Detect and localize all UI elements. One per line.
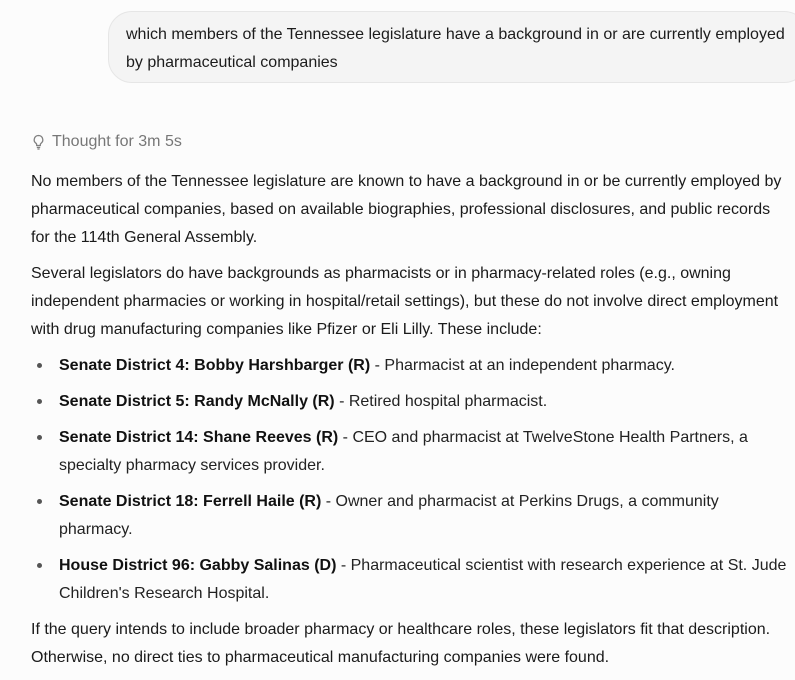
list-item bbox=[31, 488, 791, 544]
lightbulb-icon bbox=[31, 134, 46, 150]
list-item-title: Senate District 18: Ferrell Haile (R) bbox=[59, 493, 322, 510]
user-message-text: which members of the Tennessee legislature have a background in or are currently employed by pharmaceutical companies bbox=[126, 26, 785, 71]
bullet-icon bbox=[37, 499, 42, 504]
list-item-title: Senate District 5: Randy McNally (R) bbox=[59, 393, 335, 410]
bullet-icon bbox=[37, 435, 42, 440]
assistant-response bbox=[31, 168, 791, 680]
list-item bbox=[31, 552, 791, 608]
thought-toggle[interactable] bbox=[31, 130, 182, 154]
list-item-desc: - Pharmacist at an independent pharmacy. bbox=[370, 357, 675, 374]
answer-paragraph-3: If the query intends to include broader pharmacy or healthcare roles, these legislators fit that description. Otherwise, no direct ties to pharmaceutical manufacturing companies were found. bbox=[31, 621, 771, 666]
list-item bbox=[31, 352, 791, 380]
answer-paragraph-1: No members of the Tennessee legislature are known to have a background in or be currently employed by pharmaceutical companies, based on available biographies, professional disclosures, and public records for the 114th General Assembly. bbox=[31, 173, 782, 246]
list-item-title: Senate District 14: Shane Reeves (R) bbox=[59, 429, 339, 446]
list-item-desc: - Owner and pharmacist at Perkins Drugs, a community pharmacy. bbox=[59, 493, 719, 538]
list-item bbox=[31, 388, 791, 416]
answer-paragraph-2: Several legislators do have backgrounds as pharmacists or in pharmacy-related roles (e.g., owning independent pharmacies or working in hospital/retail settings), but these do not involve direct employment with drug manufacturing companies like Pfizer or Eli Lilly. These include: bbox=[31, 265, 779, 338]
bullet-icon bbox=[37, 363, 42, 368]
bullet-icon bbox=[37, 563, 42, 568]
list-item-desc: - Retired hospital pharmacist. bbox=[334, 393, 548, 410]
list-item-title: Senate District 4: Bobby Harshbarger (R) bbox=[59, 357, 371, 374]
list-item-desc: - Pharmaceutical scientist with research experience at St. Jude Children's Research Hospital. bbox=[59, 557, 787, 602]
list-item-title: House District 96: Gabby Salinas (D) bbox=[59, 557, 337, 574]
list-item-desc: - CEO and pharmacist at TwelveStone Health Partners, a specialty pharmacy services provider. bbox=[59, 429, 748, 474]
thought-label: Thought for 3m 5s bbox=[52, 133, 182, 150]
user-message-bubble bbox=[108, 11, 795, 83]
bullet-icon bbox=[37, 399, 42, 404]
list-item bbox=[31, 424, 791, 480]
legislator-list bbox=[31, 352, 791, 608]
